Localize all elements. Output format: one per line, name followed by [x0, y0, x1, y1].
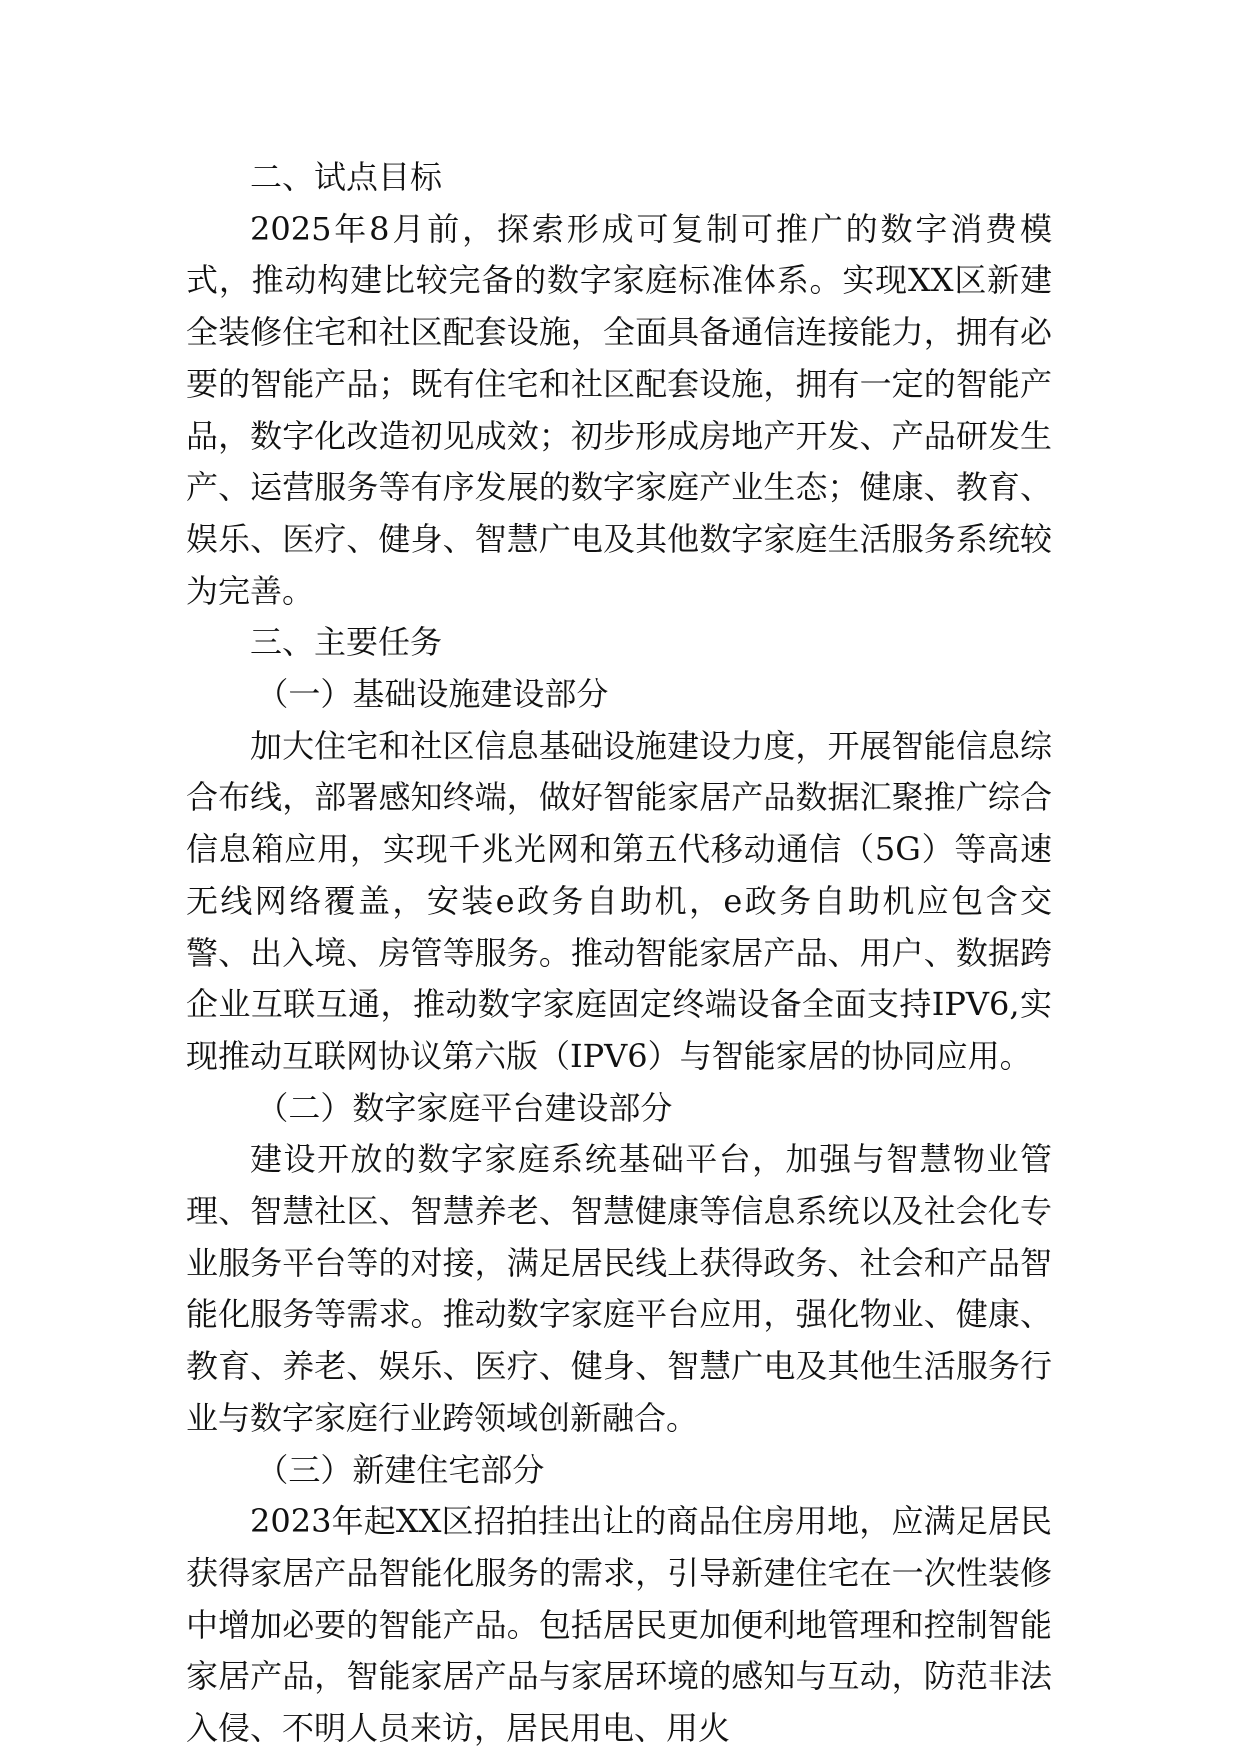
document-body	[186, 152, 1052, 1755]
subsection-heading-new-housing: （三）新建住宅部分	[256, 1450, 545, 1489]
paragraph-platform: 建设开放的数字家庭系统基础平台，加强与智慧物业管理、智慧社区、智慧养老、智慧健康等信息系统以及社会化专业服务平台等的对接，满足居民线上获得政务、社会和产品智能化服务等需求。推动数字家庭平台应用，强化物业、健康、教育、养老、娱乐、医疗、健身、智慧广电及其他生活服务行业与数字家庭行业跨领域创新融合。	[186, 1140, 1052, 1437]
section-heading-main-tasks: 三、主要任务	[250, 623, 443, 662]
subsection-heading-infrastructure: （一）基础设施建设部分	[256, 675, 609, 714]
subsection-heading-platform: （二）数字家庭平台建设部分	[256, 1088, 673, 1127]
section-heading-pilot-goals: 二、试点目标	[250, 158, 443, 196]
paragraph-infrastructure: 加大住宅和社区信息基础设施建设力度，开展智能信息综合布线，部署感知终端，做好智能家居产品数据汇聚推广综合信息箱应用，实现千兆光网和第五代移动通信（5G）等高速无线网络覆盖，安装e政务自助机，e政务自助机应包含交警、出入境、房管等服务。推动智能家居产品、用户、数据跨企业互联互通，推动数字家庭固定终端设备全面支持IPV6,实现推动互联网协议第六版（IPV6）与智能家居的协同应用。	[186, 726, 1052, 1075]
paragraph-pilot-goals: 2025年8月前，探索形成可复制可推广的数字消费模式，推动构建比较完备的数字家庭标准体系。实现XX区新建全装修住宅和社区配套设施，全面具备通信连接能力，拥有必要的智能产品；既有住宅和社区配套设施，拥有一定的智能产品，数字化改造初见成效；初步形成房地产开发、产品研发生产、运营服务等有序发展的数字家庭产业生态；健康、教育、娱乐、医疗、健身、智慧广电及其他数字家庭生活服务系统较为完善。	[186, 209, 1052, 610]
paragraph-new-housing: 2023年起XX区招拍挂出让的商品住房用地，应满足居民获得家居产品智能化服务的需求，引导新建住宅在一次性装修中增加必要的智能产品。包括居民更加便利地管理和控制智能家居产品，智能家居产品与家居环境的感知与互动，防范非法入侵、不明人员来访，居民用电、用火	[186, 1502, 1052, 1748]
